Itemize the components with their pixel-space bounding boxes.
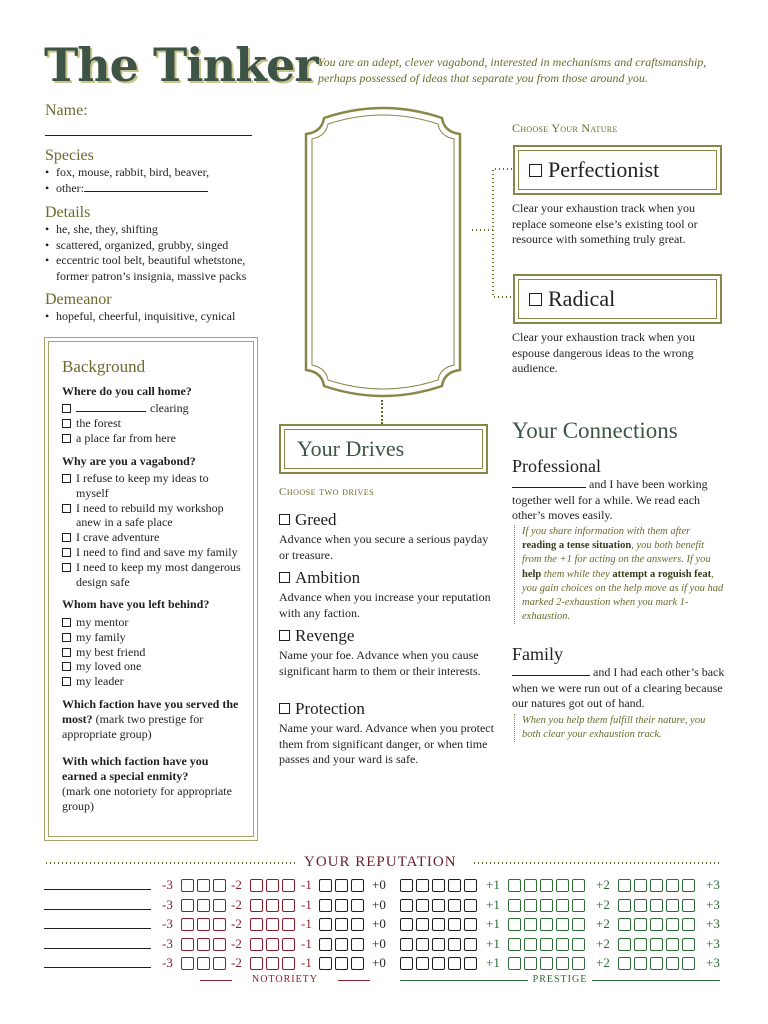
professional-name-field[interactable] (512, 487, 586, 488)
species-list (45, 165, 260, 196)
clearing-name-field[interactable] (76, 411, 146, 412)
question-left-behind: Whom have you left behind? (62, 597, 210, 611)
reputation-level-label: +0 (372, 955, 386, 970)
reputation-level-label: +3 (706, 877, 720, 892)
reputation-box[interactable] (682, 938, 695, 951)
connection-family-title: Family (512, 644, 564, 664)
reputation-box[interactable] (351, 918, 364, 931)
reputation-level-label: +3 (706, 955, 720, 970)
reputation-level-label: +3 (706, 916, 720, 931)
checkbox[interactable] (62, 419, 71, 428)
name-label: Name: (45, 102, 88, 119)
faction-name-field[interactable] (44, 889, 151, 890)
connection-family-note: When you help them fulfill their nature, you both clear your exhaustion track. (514, 714, 724, 742)
demeanor-list (45, 309, 270, 325)
reputation-box[interactable] (416, 899, 429, 912)
reputation-box[interactable] (508, 938, 521, 951)
reputation-row (44, 935, 724, 955)
checkbox[interactable] (62, 548, 71, 557)
reputation-box[interactable] (197, 899, 210, 912)
reputation-box[interactable] (508, 879, 521, 892)
reputation-box[interactable] (556, 957, 569, 970)
reputation-box[interactable] (250, 879, 263, 892)
checkbox[interactable] (62, 677, 71, 686)
reputation-level-label: +1 (486, 916, 500, 931)
reputation-box[interactable] (572, 918, 585, 931)
reputation-box[interactable] (319, 938, 332, 951)
option-item[interactable]: I refuse to keep my ideas to myself (62, 471, 242, 501)
reputation-box[interactable] (416, 879, 429, 892)
reputation-level-label: +0 (372, 896, 386, 912)
reputation-box[interactable] (448, 957, 461, 970)
reputation-level-label: +0 (372, 935, 386, 951)
nature-option-radical[interactable]: Radical (513, 274, 722, 324)
option-item[interactable]: my best friend (62, 645, 252, 660)
reputation-box[interactable] (464, 938, 477, 951)
nature-option-perfectionist[interactable]: Perfectionist (513, 145, 722, 195)
checkbox[interactable] (279, 514, 290, 525)
checkbox[interactable] (62, 474, 71, 483)
reputation-level-label: +0 (372, 877, 386, 892)
reputation-box[interactable] (213, 918, 226, 931)
reputation-box[interactable] (335, 938, 348, 951)
reputation-box[interactable] (666, 957, 679, 970)
reputation-box[interactable] (282, 899, 295, 912)
reputation-box[interactable] (682, 918, 695, 931)
reputation-box[interactable] (266, 879, 279, 892)
reputation-level-label: -2 (231, 955, 242, 970)
reputation-box[interactable] (464, 879, 477, 892)
reputation-box[interactable] (400, 957, 413, 970)
reputation-box[interactable] (666, 879, 679, 892)
page-title: The Tinker (44, 38, 318, 92)
drive-revenge[interactable]: Revenge (279, 626, 354, 646)
nature-desc-perfectionist: Clear your exhaustion track when you replace someone else’s existing tool or resource with something truly great. (512, 201, 698, 246)
reputation-box[interactable] (448, 879, 461, 892)
background-heading: Background (62, 357, 146, 376)
reputation-box[interactable] (400, 938, 413, 951)
reputation-box[interactable] (448, 918, 461, 931)
reputation-box[interactable] (250, 938, 263, 951)
checkbox[interactable] (529, 293, 542, 306)
options-home (62, 401, 252, 445)
reputation-box[interactable] (618, 938, 631, 951)
reputation-box[interactable] (556, 918, 569, 931)
drive-ambition[interactable]: Ambition (279, 568, 360, 588)
notoriety-label: NOTORIETY (200, 974, 370, 985)
checkbox[interactable] (62, 533, 71, 542)
reputation-level-label: +2 (596, 916, 610, 931)
question-vagabond: Why are you a vagabond? (62, 454, 196, 468)
reputation-level-label: -3 (162, 896, 173, 912)
reputation-level-label: -1 (301, 877, 312, 892)
reputation-box[interactable] (197, 879, 210, 892)
reputation-level-label: +2 (596, 955, 610, 970)
reputation-level-label: -3 (162, 877, 173, 892)
reputation-box[interactable] (540, 957, 553, 970)
reputation-row (44, 915, 724, 935)
reputation-box[interactable] (524, 918, 537, 931)
reputation-box[interactable] (266, 899, 279, 912)
checkbox[interactable] (279, 630, 290, 641)
checkbox[interactable] (62, 648, 71, 657)
list-item: • other: (45, 181, 260, 197)
reputation-level-label: -3 (162, 916, 173, 931)
reputation-box[interactable] (335, 899, 348, 912)
reputation-box[interactable] (634, 879, 647, 892)
reputation-box[interactable] (181, 957, 194, 970)
option-item[interactable]: a place far from here (62, 431, 252, 446)
reputation-box[interactable] (250, 957, 263, 970)
options-vagabond (62, 471, 242, 589)
reputation-box[interactable] (335, 918, 348, 931)
option-item[interactable]: I need to find and save my family (62, 545, 242, 560)
reputation-box[interactable] (448, 938, 461, 951)
reputation-box[interactable] (556, 879, 569, 892)
reputation-level-label: -3 (162, 935, 173, 951)
reputation-level-label: +1 (486, 935, 500, 951)
portrait-connector (381, 400, 383, 424)
reputation-box[interactable] (572, 957, 585, 970)
family-name-field[interactable] (512, 675, 590, 676)
reputation-box[interactable] (618, 957, 631, 970)
drives-label: Choose two drives (279, 486, 375, 498)
reputation-box[interactable] (213, 957, 226, 970)
details-list (45, 222, 270, 284)
reputation-box[interactable] (282, 938, 295, 951)
option-item[interactable]: the forest (62, 416, 252, 431)
option-item[interactable]: I need to rebuild my workshop anew in a safe place (62, 501, 242, 531)
reputation-box[interactable] (181, 918, 194, 931)
list-item: • hopeful, cheerful, inquisitive, cynical (45, 309, 270, 325)
reputation-row (44, 896, 724, 916)
reputation-box[interactable] (618, 918, 631, 931)
reputation-box[interactable] (650, 879, 663, 892)
reputation-box[interactable] (682, 879, 695, 892)
reputation-box[interactable] (634, 899, 647, 912)
demeanor-heading: Demeanor (45, 291, 112, 308)
reputation-level-label: +3 (706, 896, 720, 912)
reputation-box[interactable] (197, 938, 210, 951)
reputation-box[interactable] (650, 938, 663, 951)
reputation-box[interactable] (400, 899, 413, 912)
nature-label: Choose Your Nature (512, 121, 618, 135)
connection-family-text: and I had each other’s back when we were run out of a clearing because our natures got out of hand. (512, 665, 725, 710)
reputation-row (44, 954, 724, 974)
reputation-box[interactable] (666, 899, 679, 912)
reputation-box[interactable] (448, 899, 461, 912)
reputation-box[interactable] (197, 918, 210, 931)
option-item[interactable]: my mentor (62, 615, 252, 630)
reputation-level-label: -1 (301, 955, 312, 970)
checkbox[interactable] (62, 633, 71, 642)
reputation-box[interactable] (540, 938, 553, 951)
name-field[interactable] (45, 135, 252, 136)
drive-desc-greed: Advance when you secure a serious payday or treasure. (279, 532, 489, 562)
reputation-box[interactable] (508, 918, 521, 931)
list-item: • eccentric tool belt, beautiful whetstone, former patron’s insignia, massive packs (45, 253, 270, 284)
option-item[interactable]: my leader (62, 674, 252, 689)
reputation-box[interactable] (282, 957, 295, 970)
reputation-level-label: -1 (301, 935, 312, 951)
reputation-box[interactable] (400, 879, 413, 892)
connection-professional-text: and I have been working together well for a while. We read each other’s moves easily. (512, 477, 708, 522)
faction-name-field[interactable] (44, 909, 151, 910)
reputation-box[interactable] (634, 957, 647, 970)
checkbox[interactable] (62, 504, 71, 513)
reputation-box[interactable] (634, 938, 647, 951)
question-home: Where do you call home? (62, 384, 192, 398)
reputation-level-label: +1 (486, 896, 500, 912)
reputation-box[interactable] (634, 918, 647, 931)
reputation-box[interactable] (556, 938, 569, 951)
nature-connector (472, 168, 513, 298)
reputation-level-label: -2 (231, 877, 242, 892)
checkbox[interactable] (279, 572, 290, 583)
reputation-box[interactable] (213, 879, 226, 892)
reputation-box[interactable] (351, 899, 364, 912)
species-heading: Species (45, 147, 94, 164)
reputation-box[interactable] (181, 879, 194, 892)
drive-desc-protection: Name your ward. Advance when you protect them from significant danger, or when time passes and your ward is safe. (279, 721, 494, 766)
list-item: • scattered, organized, grubby, singed (45, 238, 270, 254)
reputation-box[interactable] (556, 899, 569, 912)
options-left-behind (62, 615, 252, 689)
reputation-box[interactable] (181, 899, 194, 912)
connections-heading: Your Connections (512, 418, 678, 443)
reputation-box[interactable] (319, 899, 332, 912)
reputation-box[interactable] (266, 957, 279, 970)
tagline: You are an adept, clever vagabond, interested in mechanisms and craftsmanship, perhaps possessed of ideas that separate you from those around you. (318, 55, 707, 85)
details-heading: Details (45, 204, 91, 221)
reputation-box[interactable] (650, 899, 663, 912)
drive-greed[interactable]: Greed (279, 510, 337, 530)
checkbox[interactable] (279, 703, 290, 714)
drives-heading-box (279, 424, 488, 474)
checkbox[interactable] (62, 662, 71, 671)
drive-desc-revenge: Name your foe. Advance when you cause significant harm to them or their interests. (279, 648, 481, 678)
connection-professional-note: If you share information with them after reading a tense situation, you both benefit from the +1 for acting on the answers. If you help them while they attempt a roguish feat, you gain choices on the help move as if you had marked 2-exhaustion when you mark 1-exhaustion. (514, 525, 724, 624)
reputation-box[interactable] (464, 899, 477, 912)
reputation-box[interactable] (319, 957, 332, 970)
reputation-box[interactable] (181, 938, 194, 951)
reputation-box[interactable] (618, 879, 631, 892)
reputation-box[interactable] (540, 899, 553, 912)
reputation-box[interactable] (351, 957, 364, 970)
checkbox[interactable] (62, 404, 71, 413)
portrait-frame[interactable] (294, 104, 472, 400)
reputation-box[interactable] (197, 957, 210, 970)
reputation-box[interactable] (416, 938, 429, 951)
reputation-level-label: +2 (596, 877, 610, 892)
species-other-field[interactable] (84, 191, 208, 192)
reputation-box[interactable] (464, 918, 477, 931)
reputation-box[interactable] (250, 918, 263, 931)
faction-name-field[interactable] (44, 948, 151, 949)
faction-name-field[interactable] (44, 928, 151, 929)
reputation-box[interactable] (432, 879, 445, 892)
faction-name-field[interactable] (44, 967, 151, 968)
list-item: • fox, mouse, rabbit, bird, beaver, (45, 165, 260, 181)
option-item[interactable]: I need to keep my most dangerous design safe (62, 560, 242, 590)
reputation-level-label: +2 (596, 896, 610, 912)
reputation-box[interactable] (666, 918, 679, 931)
reputation-box[interactable] (666, 938, 679, 951)
drive-protection[interactable]: Protection (279, 699, 365, 719)
reputation-box[interactable] (524, 899, 537, 912)
reputation-box[interactable] (213, 938, 226, 951)
reputation-box[interactable] (416, 957, 429, 970)
option-item[interactable]: my loved one (62, 659, 252, 674)
connection-professional-title: Professional (512, 456, 601, 476)
drive-desc-ambition: Advance when you increase your reputation with any faction. (279, 590, 491, 620)
reputation-box[interactable] (682, 957, 695, 970)
reputation-box[interactable] (650, 957, 663, 970)
reputation-box[interactable] (524, 957, 537, 970)
reputation-box[interactable] (282, 918, 295, 931)
reputation-box[interactable] (524, 938, 537, 951)
reputation-box[interactable] (266, 918, 279, 931)
question-faction-enmity: With which faction have you earned a special enmity? (mark one notoriety for appropriate group) (62, 754, 232, 813)
option-item[interactable]: my family (62, 630, 252, 645)
reputation-box[interactable] (432, 899, 445, 912)
reputation-level-label: -1 (301, 896, 312, 912)
reputation-row (44, 876, 724, 896)
reputation-box[interactable] (282, 879, 295, 892)
reputation-box[interactable] (524, 879, 537, 892)
option-item[interactable]: I crave adventure (62, 530, 242, 545)
option-item[interactable]: clearing (62, 401, 252, 416)
reputation-box[interactable] (319, 918, 332, 931)
reputation-box[interactable] (432, 918, 445, 931)
nature-desc-radical: Clear your exhaustion track when you espouse dangerous ideas to the wrong audience. (512, 330, 695, 375)
reputation-box[interactable] (432, 957, 445, 970)
reputation-box[interactable] (432, 938, 445, 951)
checkbox[interactable] (62, 618, 71, 627)
checkbox[interactable] (529, 164, 542, 177)
reputation-level-label: -2 (231, 935, 242, 951)
reputation-box[interactable] (213, 899, 226, 912)
reputation-box[interactable] (508, 899, 521, 912)
reputation-box[interactable] (572, 938, 585, 951)
reputation-box[interactable] (416, 918, 429, 931)
reputation-box[interactable] (319, 879, 332, 892)
reputation-level-label: +1 (486, 877, 500, 892)
reputation-level-label: -2 (231, 896, 242, 912)
reputation-box[interactable] (335, 879, 348, 892)
reputation-title: YOUR REPUTATION (300, 854, 461, 871)
drives-heading: Your Drives (284, 429, 483, 469)
reputation-box[interactable] (650, 918, 663, 931)
reputation-level-label: +1 (486, 955, 500, 970)
reputation-level-label: +2 (596, 935, 610, 951)
reputation-box[interactable] (464, 957, 477, 970)
reputation-box[interactable] (266, 938, 279, 951)
reputation-level-label: +3 (706, 935, 720, 951)
reputation-level-label: +0 (372, 916, 386, 931)
reputation-box[interactable] (351, 938, 364, 951)
reputation-box[interactable] (351, 879, 364, 892)
reputation-box[interactable] (618, 899, 631, 912)
list-item: • he, she, they, shifting (45, 222, 270, 238)
reputation-box[interactable] (400, 918, 413, 931)
reputation-level-label: -3 (162, 955, 173, 970)
question-faction-served: Which faction have you served the most? (mark two prestige for appropriate group) (62, 697, 239, 741)
reputation-level-label: -2 (231, 916, 242, 931)
reputation-box[interactable] (572, 879, 585, 892)
reputation-box[interactable] (250, 899, 263, 912)
prestige-label: PRESTIGE (400, 974, 720, 985)
checkbox[interactable] (62, 563, 71, 572)
checkbox[interactable] (62, 434, 71, 443)
reputation-box[interactable] (682, 899, 695, 912)
reputation-box[interactable] (335, 957, 348, 970)
reputation-box[interactable] (540, 879, 553, 892)
reputation-box[interactable] (540, 918, 553, 931)
reputation-level-label: -1 (301, 916, 312, 931)
reputation-box[interactable] (572, 899, 585, 912)
reputation-box[interactable] (508, 957, 521, 970)
